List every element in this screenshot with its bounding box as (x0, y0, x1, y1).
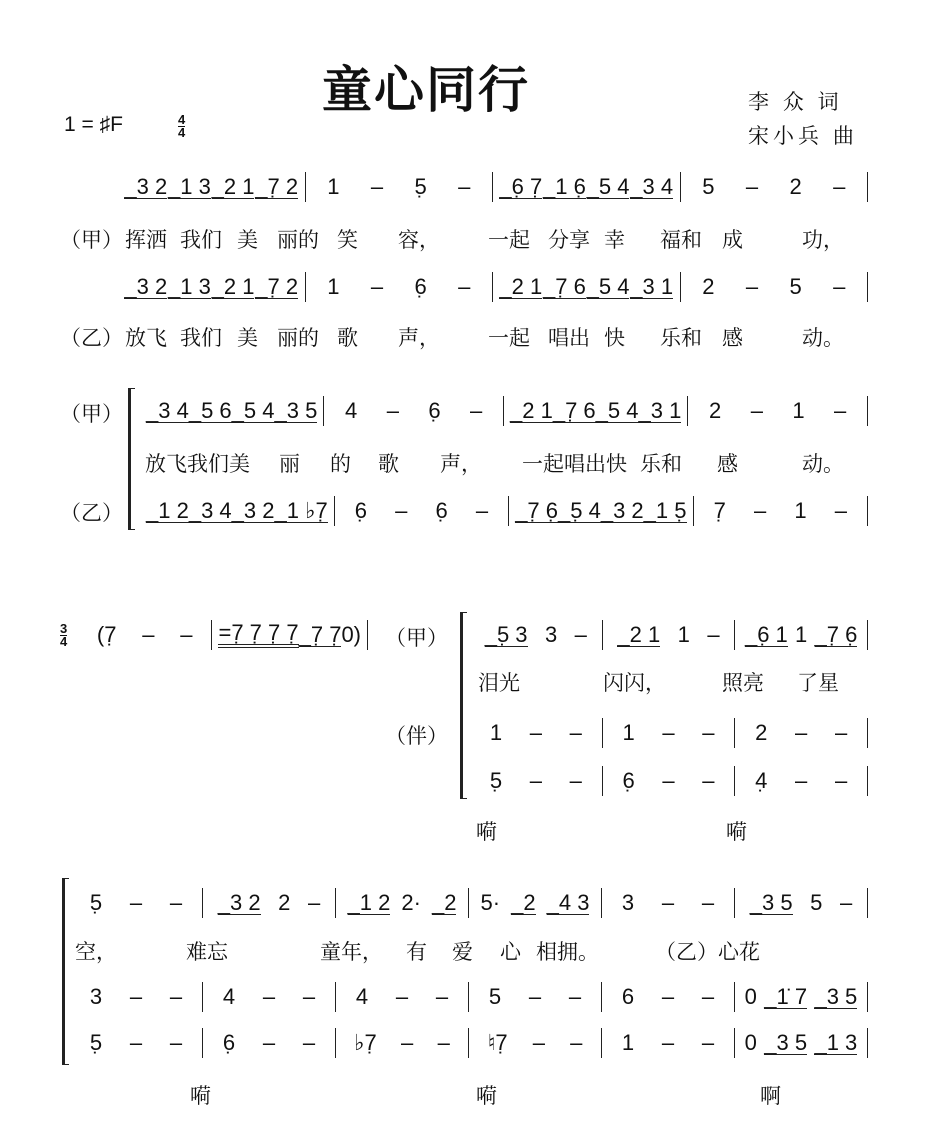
note-group: – (795, 720, 808, 745)
measure (602, 1028, 735, 1058)
lyric: 美 (237, 327, 258, 350)
lyric: 一起 (488, 327, 530, 350)
note-group: – (180, 622, 193, 647)
lyric: 歌 (337, 327, 358, 350)
lyric: 快 (604, 327, 625, 350)
staff-line (118, 172, 868, 202)
note-group: _7̣ 7̣ (298, 621, 342, 647)
note-group: 1 (327, 174, 340, 199)
hum-syllable: 嗬 (726, 821, 747, 844)
note-group: 6̣ (222, 1030, 236, 1055)
note-group: 1 (489, 720, 503, 745)
lyric: （甲） (60, 229, 123, 252)
part-label-a: （甲） (60, 403, 123, 426)
lyric: 分享 (548, 229, 590, 252)
accompaniment-line (70, 982, 868, 1012)
note-group: – (834, 768, 848, 793)
measure (70, 1028, 203, 1058)
note-group: – (745, 274, 759, 299)
note-group: 1 (794, 498, 807, 523)
part-label-accompaniment: （伴） (385, 725, 448, 748)
note-group: – (370, 174, 384, 199)
measure (603, 718, 736, 748)
lyric: 功， (802, 229, 844, 252)
note-group: 3 (621, 890, 635, 915)
note-group: _7̣ 2 (255, 173, 299, 199)
note-group: _7̣ 6 (552, 397, 596, 423)
intro-line (78, 620, 368, 650)
measure (735, 718, 868, 748)
note-group: =7̣ 7̣ 7̣ 7̣ (218, 622, 298, 648)
note-group: – (129, 984, 143, 1009)
note-group: _3 5 (274, 397, 318, 423)
note-group: 2 (278, 890, 291, 915)
measure (509, 496, 693, 526)
lyric: 幸 (604, 229, 625, 252)
note-group: _1 5̣ (643, 497, 687, 523)
note-group: _5 4 (595, 397, 639, 423)
measure (335, 496, 510, 526)
note-group: – (753, 498, 767, 523)
note-group: – (302, 984, 316, 1009)
staff-line (118, 272, 868, 302)
lyric: 闪闪， (603, 672, 666, 695)
time-top: 4 (178, 112, 186, 127)
lyric: 我们 (180, 229, 222, 252)
hum-syllable: 嗬 (476, 821, 497, 844)
note-group: – (834, 498, 847, 523)
note-group: 5̣ (89, 890, 103, 915)
lyric: 乐和 (660, 327, 702, 350)
note-group: 1 (621, 1030, 635, 1055)
note-group: 2 (789, 174, 802, 199)
lyric: 丽的 (277, 327, 319, 350)
note-group: – (302, 1030, 316, 1055)
lyricist-credit: 李 众 词 (748, 91, 843, 114)
note-group: 5· (480, 890, 501, 915)
note-group: _4 3 (546, 889, 590, 915)
measure (118, 172, 306, 202)
lyric: 照亮 (722, 672, 764, 695)
note-group: 6̣ (354, 498, 367, 523)
note-group: 0 (744, 1030, 757, 1055)
system-bracket (62, 878, 69, 1065)
measure (203, 888, 336, 918)
measure (469, 888, 602, 918)
measure (336, 982, 469, 1012)
note-group: _3 1 (638, 397, 682, 423)
note-group: – (834, 398, 847, 423)
time-bottom: 4 (178, 125, 186, 140)
lyric: 感 (717, 453, 738, 476)
lyric: 福和 (660, 229, 702, 252)
note-group: 5̣ (489, 768, 503, 793)
note-group: _7̣ 6 (543, 273, 586, 299)
staff-line (470, 620, 868, 650)
note-group: – (262, 984, 276, 1009)
accompaniment-line (70, 1028, 868, 1058)
note-group: – (745, 174, 759, 199)
note-group: _5̣ 3 (484, 621, 528, 647)
lyric: （乙） (60, 327, 123, 350)
note-group: _5 4 (231, 397, 275, 423)
note-group: – (129, 890, 143, 915)
note-group: – (470, 398, 483, 423)
note-group: _1 ♭7̣ (274, 497, 328, 523)
measure (681, 172, 869, 202)
note-group: 6̣ (414, 274, 427, 299)
note-group: 1 (795, 622, 808, 647)
note-group: – (662, 720, 675, 745)
note-group: – (262, 1030, 276, 1055)
hum-syllable: 嗬 (476, 1085, 497, 1108)
staff-line (140, 396, 868, 426)
note-group: – (395, 984, 409, 1009)
measure (140, 496, 335, 526)
note-group: 2 (755, 720, 768, 745)
lyric: 难忘 (186, 941, 228, 964)
lyric: 声， (398, 327, 440, 350)
note-group: 6̣ (622, 768, 635, 793)
note-group: – (707, 622, 720, 647)
note-group: _7̣ 2 (255, 273, 299, 299)
note-group: _1 2 (347, 889, 391, 915)
measure (212, 620, 368, 650)
note-group: _1 3 (814, 1029, 858, 1055)
note-group: – (834, 720, 848, 745)
measure (70, 888, 203, 918)
measure (694, 496, 869, 526)
measure (140, 396, 324, 426)
measure (78, 620, 212, 650)
note-group: 3 (89, 984, 103, 1009)
note-group: – (661, 890, 675, 915)
lyric: 放飞 (125, 327, 167, 350)
note-group: _3 5 (814, 983, 858, 1009)
song-title: 童心同行 (322, 62, 530, 118)
note-group: _2 1 (211, 273, 255, 299)
measure (735, 888, 868, 918)
note-group: – (458, 274, 471, 299)
note-group: – (386, 398, 399, 423)
note-group: _3 2 (600, 497, 644, 523)
note-group: 7̣ (713, 498, 726, 523)
measure (493, 172, 681, 202)
note-group: _1 6̣ (543, 173, 586, 199)
note-group: _3 1 (630, 273, 674, 299)
note-group: _1 3 (168, 273, 211, 299)
note-group: – (661, 984, 675, 1009)
measure (70, 982, 203, 1012)
lyric: 丽 (279, 453, 300, 476)
note-group: _3 2 (231, 497, 275, 523)
note-group: 1 (677, 622, 690, 647)
note-group: _3 4 (188, 497, 232, 523)
lyric: 相拥。 (536, 941, 599, 964)
measure (602, 982, 735, 1012)
note-group: 5 (488, 984, 502, 1009)
measure (602, 888, 735, 918)
part-label-b: （乙） (60, 502, 123, 525)
note-group: _5̣ 4 (558, 497, 601, 523)
note-group: _6̣ 7̣ (499, 173, 543, 199)
note-group: – (307, 890, 321, 915)
lyric: 爱 (452, 941, 473, 964)
composer-credit: 宋小兵 曲 (748, 125, 858, 148)
note-group: – (833, 274, 846, 299)
note-group: _1̇ 7 (764, 983, 808, 1009)
note-group: _5 4 (586, 273, 630, 299)
measure (603, 620, 736, 650)
note-group: – (129, 1030, 143, 1055)
lyric: 动。 (802, 453, 844, 476)
hum-syllable: 啊 (760, 1085, 781, 1108)
note-group: 5̣ (89, 1030, 103, 1055)
note-group: – (435, 984, 449, 1009)
measure (203, 1028, 336, 1058)
lyric: 乐和 (640, 453, 682, 476)
note-group: – (701, 890, 715, 915)
note-group: – (662, 768, 675, 793)
note-group: – (795, 768, 808, 793)
note-group: – (529, 720, 542, 745)
system-bracket (460, 612, 467, 799)
note-group: – (458, 174, 471, 199)
lyric: 我们 (180, 327, 222, 350)
lyric: 感 (722, 327, 743, 350)
note-group: 1 (622, 720, 635, 745)
note-group: 4 (345, 398, 358, 423)
time-top: 3 (60, 621, 68, 636)
measure (306, 272, 494, 302)
note-group: – (475, 498, 489, 523)
note-group: – (169, 890, 183, 915)
note-group: 0 (744, 984, 757, 1009)
measure (336, 1028, 469, 1058)
note-group: _2 (511, 889, 536, 915)
lyric: 放飞我们美 (145, 453, 250, 476)
note-group: – (702, 768, 715, 793)
measure (735, 1028, 868, 1058)
note-group: – (395, 498, 408, 523)
lyric: 容， (398, 229, 440, 252)
measure (470, 718, 603, 748)
key-signature: 1 = ♯F (64, 113, 123, 136)
note-group: _2 1 (510, 397, 553, 423)
measure (493, 272, 681, 302)
hum-syllable: 嗬 (190, 1085, 211, 1108)
note-group: – (401, 1030, 414, 1055)
measure (469, 1028, 602, 1058)
lyric: 丽的 (277, 229, 319, 252)
accompaniment-line (470, 766, 868, 796)
lyric: 有 (406, 941, 427, 964)
measure (735, 982, 868, 1012)
lyric: 挥洒 (125, 229, 167, 252)
note-group: _5 4 (586, 173, 630, 199)
note-group: – (750, 398, 763, 423)
note-group: – (169, 984, 183, 1009)
note-group: _2 1 (617, 621, 661, 647)
note-group: – (702, 720, 715, 745)
lyric: 了星 (797, 672, 839, 695)
measure (470, 766, 603, 796)
note-group: _3 5 (764, 1029, 808, 1055)
note-group: – (568, 984, 582, 1009)
note-group: 4 (222, 984, 236, 1009)
note-group: (7̣ (96, 622, 117, 647)
measure (469, 982, 602, 1012)
note-group: _7̣ 6̣ (515, 497, 559, 523)
lyric: 笑 (337, 229, 358, 252)
note-group: – (569, 720, 582, 745)
measure (306, 172, 494, 202)
note-group: 5 (702, 174, 715, 199)
note-group: _3 2 (124, 273, 168, 299)
note-group: 6̣ (428, 398, 441, 423)
note-group: – (574, 622, 587, 647)
measure (735, 766, 868, 796)
note-group: – (142, 622, 155, 647)
lyric: 动。 (802, 327, 844, 350)
note-group: – (529, 768, 542, 793)
measure (203, 982, 336, 1012)
note-group: _3 5 (749, 889, 793, 915)
note-group: 5̣ (414, 174, 427, 199)
accompaniment-line (470, 718, 868, 748)
measure (336, 888, 469, 918)
measure (504, 396, 688, 426)
note-group: 1 (792, 398, 805, 423)
measure (324, 396, 504, 426)
lyric: 心 (500, 941, 521, 964)
note-group: – (532, 1030, 546, 1055)
note-group: _2 1 (211, 173, 255, 199)
note-group: _2 (431, 889, 457, 915)
note-group: – (701, 984, 715, 1009)
lyric: （乙）心花 (655, 941, 760, 964)
note-group: 4 (355, 984, 369, 1009)
measure (603, 766, 736, 796)
note-group: _7̣ 6̣ (814, 621, 858, 647)
lyric: 泪光 (478, 672, 520, 695)
note-group: _5 6 (188, 397, 232, 423)
lyric: 成 (722, 229, 743, 252)
measure (118, 272, 306, 302)
note-group: – (661, 1030, 675, 1055)
part-label-a: （甲） (385, 627, 448, 650)
system-bracket (128, 388, 135, 530)
measure (681, 272, 869, 302)
note-group: 6 (621, 984, 635, 1009)
note-group: – (169, 1030, 183, 1055)
note-group: 5 (789, 274, 802, 299)
note-group: ♭7̣ (354, 1030, 377, 1055)
note-group: – (833, 174, 846, 199)
lyric: 声， (440, 453, 482, 476)
lyric: 空， (75, 941, 117, 964)
lyric: 的 (330, 453, 351, 476)
note-group: – (569, 768, 582, 793)
lyric: 美 (237, 229, 258, 252)
note-group: _3 4 (146, 397, 189, 423)
note-group: _3 2 (217, 889, 261, 915)
note-group: – (839, 890, 853, 915)
note-group: ♮7̣ (487, 1030, 508, 1055)
measure (688, 396, 868, 426)
note-group: – (701, 1030, 715, 1055)
lyric: 歌 (378, 453, 399, 476)
lyric: 一起唱出快 (522, 453, 627, 476)
note-group: 1 (327, 274, 340, 299)
note-group: _2 1 (499, 273, 543, 299)
staff-line (70, 888, 868, 918)
measure (735, 620, 868, 650)
time-signature (60, 623, 67, 648)
note-group: _6̣ 1 (744, 621, 788, 647)
staff-line (140, 496, 868, 526)
note-group: 3 (544, 622, 558, 647)
note-group: 4̣ (755, 768, 768, 793)
time-signature (178, 114, 185, 139)
note-group: 6̣ (435, 498, 448, 523)
note-group: – (437, 1030, 450, 1055)
lyric: 童年， (320, 941, 383, 964)
lyric: 一起 (488, 229, 530, 252)
note-group: 2· (401, 890, 421, 915)
note-group: 0) (341, 622, 361, 647)
note-group: – (370, 274, 384, 299)
note-group: 5 (810, 890, 823, 915)
note-group: – (528, 984, 542, 1009)
note-group: _3 4 (630, 173, 674, 199)
note-group: _3 2 (124, 173, 168, 199)
time-bottom: 4 (60, 634, 68, 649)
note-group: – (570, 1030, 583, 1055)
note-group: _1 3 (168, 173, 211, 199)
note-group: 2 (702, 274, 715, 299)
note-group: _1 2 (146, 497, 189, 523)
lyric: 唱出 (548, 327, 590, 350)
note-group: 2 (709, 398, 722, 423)
measure (470, 620, 603, 650)
